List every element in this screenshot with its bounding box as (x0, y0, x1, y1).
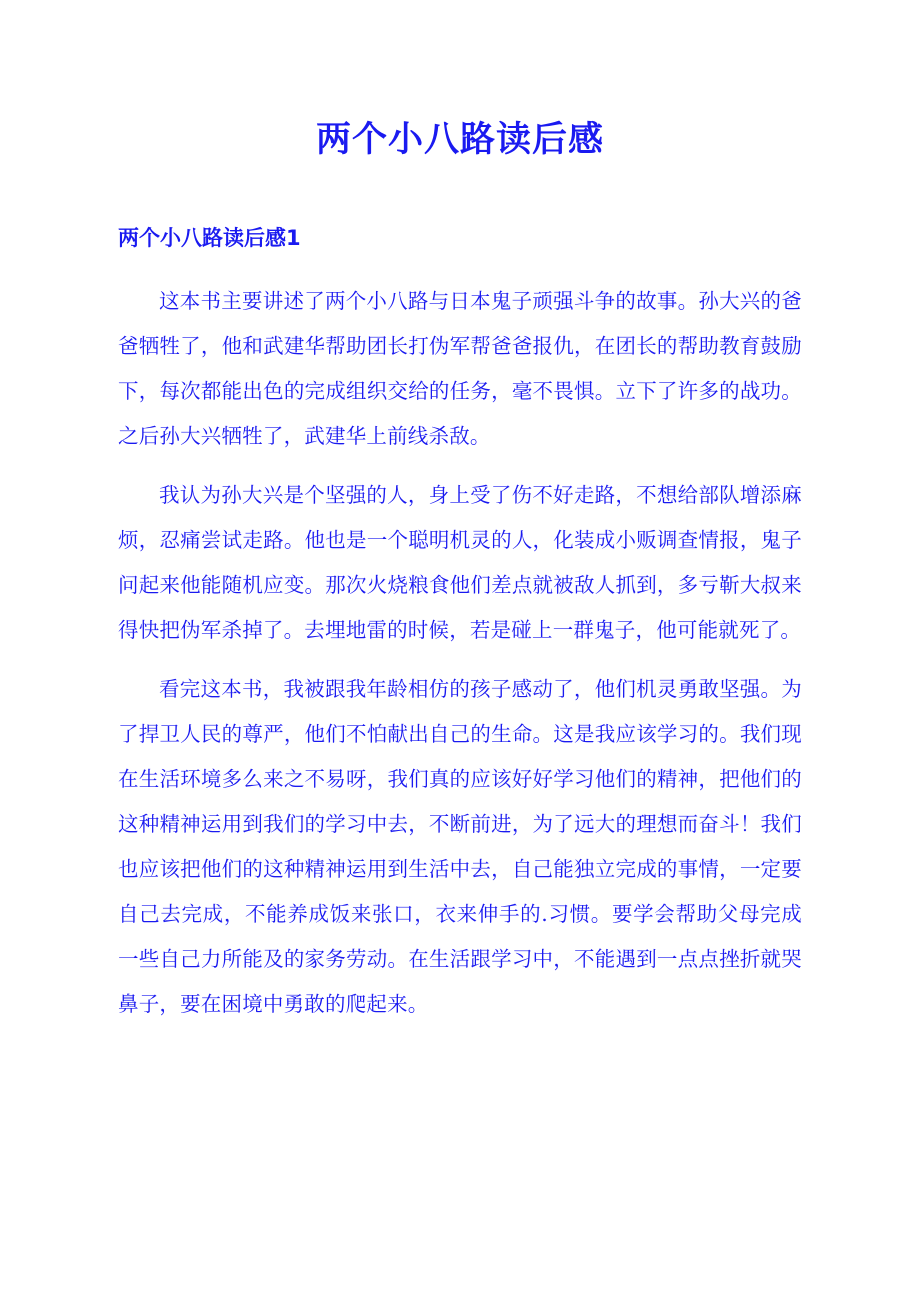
body-paragraph: 看完这本书，我被跟我年龄相仿的孩子感动了，他们机灵勇敢坚强。为了捍卫人民的尊严，他们不怕献出自己的生命。这是我应该学习的。我们现在生活环境多么来之不易呀，我们真的应该好好学习他们的精神，把他们的这种精神运用到我们的学习中去，不断前进，为了远大的理想而奋斗！我们也应该把他们的这种精神运用到生活中去，自己能独立完成的事情，一定要自己去完成，不能养成饭来张口，衣来伸手的.习惯。要学会帮助父母完成一些自己力所能及的家务劳动。在生活跟学习中，不能遇到一点点挫折就哭鼻子，要在困境中勇敢的爬起来。 (118, 676, 802, 1016)
body-paragraph: 这本书主要讲述了两个小八路与日本鬼子顽强斗争的故事。孙大兴的爸爸牺牲了，他和武建华帮助团长打伪军帮爸爸报仇，在团长的帮助教育鼓励下，每次都能出色的完成组织交给的任务，毫不畏惧。立下了许多的战功。之后孙大兴牺牲了，武建华上前线杀敌。 (118, 288, 802, 448)
section-heading: 两个小八路读后感1 (118, 225, 301, 250)
page-title: 两个小八路读后感 (315, 120, 604, 160)
body-paragraph: 我认为孙大兴是个坚强的人，身上受了伤不好走路，不想给部队增添麻烦，忍痛尝试走路。他也是一个聪明机灵的人，化装成小贩调查情报，鬼子问起来他能随机应变。那次火烧粮食他们差点就被敌人抓到，多亏靳大叔来得快把伪军杀掉了。去埋地雷的时候，若是碰上一群鬼子，他可能就死了。 (118, 482, 802, 642)
